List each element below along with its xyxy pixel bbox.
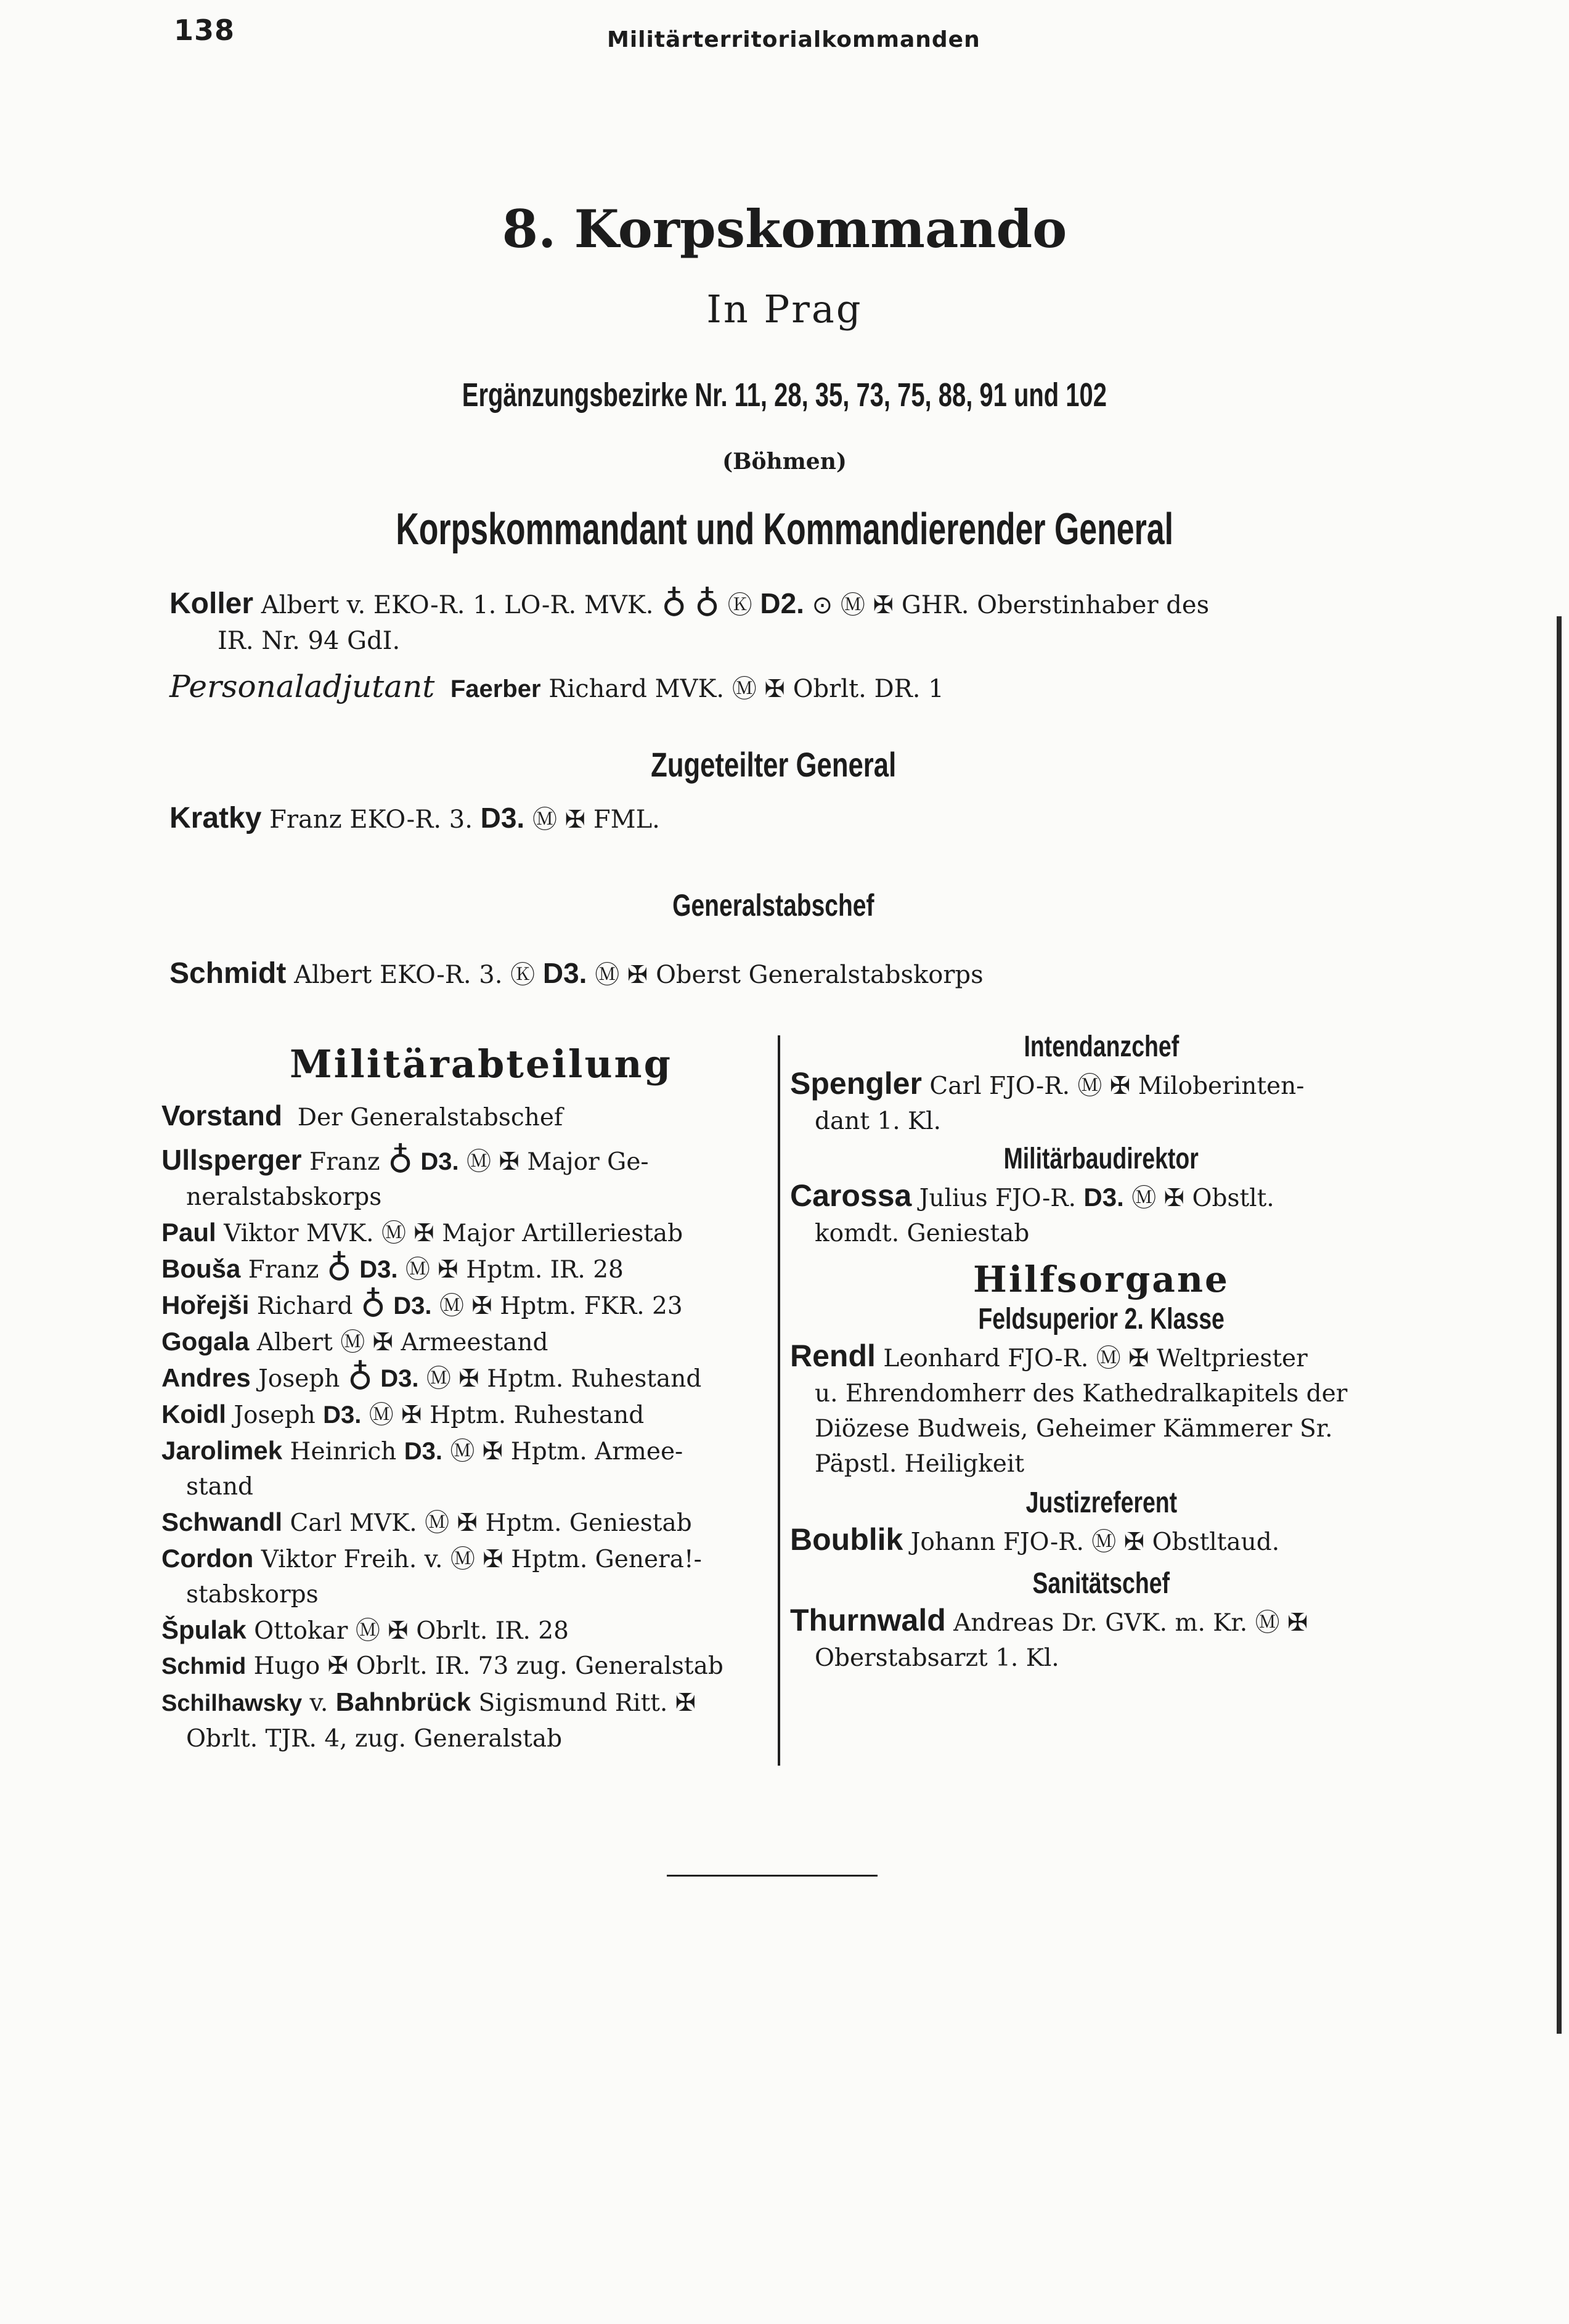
staff-entry bbox=[161, 1143, 772, 1180]
staff-continuation bbox=[161, 1180, 772, 1215]
cross-icon: ✠ bbox=[471, 1292, 492, 1320]
staff-text-c: Obrlt. TJR. 4, zug. Generalstab bbox=[186, 1725, 563, 1753]
staff-continuation bbox=[161, 1577, 772, 1612]
closing-rule bbox=[667, 1875, 878, 1877]
chief-of-staff-name: Schmidt bbox=[169, 957, 287, 990]
medal-icon: Ⓜ bbox=[426, 1364, 451, 1393]
assigned-general-text-a: Franz EKO-R. 3. bbox=[269, 805, 473, 834]
medal-icon: Ⓜ bbox=[355, 1617, 380, 1645]
vorstand-text: Der Generalstabschef bbox=[297, 1104, 563, 1131]
staff-text-b: Hptm. Ruhestand bbox=[430, 1401, 645, 1429]
cross-icon: ✠ bbox=[483, 1545, 503, 1573]
page-number: 138 bbox=[174, 14, 235, 47]
staff-entry bbox=[161, 1612, 772, 1649]
medal-icon: Ⓜ bbox=[1091, 1528, 1117, 1556]
staff-entry bbox=[161, 1649, 772, 1684]
baudirektor-text-a: Julius FJO-R. bbox=[919, 1184, 1077, 1212]
staff-name: Schwandl bbox=[161, 1507, 283, 1536]
scan-edge bbox=[1557, 616, 1562, 2034]
adjutant-label: Personaladjutant bbox=[169, 669, 435, 704]
cross-icon: ✠ bbox=[764, 675, 786, 703]
chief-of-staff-text-a: Albert EKO-R. 3. bbox=[294, 961, 503, 989]
staff-decor: D3. bbox=[323, 1401, 362, 1429]
staff-text-a: Joseph bbox=[258, 1365, 340, 1393]
medal-icon: Ⓜ bbox=[450, 1437, 475, 1466]
cross-icon: ✠ bbox=[457, 1509, 478, 1537]
cross-icon: ✠ bbox=[564, 805, 586, 834]
cross-icon: ✠ bbox=[1123, 1528, 1145, 1556]
staff-entry bbox=[161, 1396, 772, 1433]
decoration-icon: ♁ bbox=[360, 1285, 386, 1325]
commander-name: Koller bbox=[169, 587, 254, 620]
decoration-icon: ♁ bbox=[347, 1358, 373, 1398]
cross-icon: ✠ bbox=[438, 1255, 458, 1284]
sanitaet-text-a: Andreas Dr. GVK. m. Kr. bbox=[953, 1609, 1248, 1637]
cross-icon: ✠ bbox=[388, 1617, 409, 1645]
sanitaet-text-c: Oberstabsarzt 1. Kl. bbox=[815, 1644, 1059, 1672]
staff-text-b: Obrlt. IR. 73 zug. Generalstab bbox=[356, 1652, 723, 1680]
sanitaet-heading: Sanitätschef bbox=[1032, 1567, 1170, 1600]
staff-text-b: Hptm. Ruhestand bbox=[487, 1365, 702, 1393]
staff-entry bbox=[161, 1215, 772, 1251]
staff-name: Schmid bbox=[161, 1653, 247, 1679]
adjutant-name: Faerber bbox=[450, 675, 541, 703]
region: (Böhmen) bbox=[722, 449, 847, 475]
adjutant-text-a: Richard MVK. bbox=[548, 675, 725, 703]
chief-of-staff-decor: D3. bbox=[542, 957, 587, 989]
chief-of-staff-heading: Generalstabschef bbox=[672, 888, 874, 923]
staff-name: Ullsperger bbox=[161, 1144, 302, 1176]
commander-text-a: Albert v. EKO-R. 1. LO-R. MVK. bbox=[261, 591, 654, 619]
assigned-general-name: Kratky bbox=[169, 802, 262, 834]
medal-icon: Ⓜ bbox=[405, 1255, 430, 1284]
medal-icon: Ⓜ bbox=[1255, 1608, 1280, 1637]
chief-of-staff-entry bbox=[169, 955, 984, 993]
cross-icon: ✠ bbox=[627, 961, 648, 989]
intendanz-text-a: Carl FJO-R. bbox=[929, 1072, 1070, 1100]
baudirektor-decor: D3. bbox=[1083, 1183, 1124, 1212]
feldsuperior-text-c: u. Ehrendomherr des Kathedralkapitels der bbox=[815, 1380, 1348, 1408]
feldsuperior-text-b: Weltpriester bbox=[1157, 1345, 1308, 1372]
staff-text-b: Major Artilleriestab bbox=[442, 1220, 683, 1247]
medal-icon: Ⓜ bbox=[340, 1328, 365, 1356]
staff-entry bbox=[161, 1504, 772, 1541]
decoration-icon: ♁ bbox=[694, 584, 720, 624]
decoration-icon: ♁ bbox=[387, 1141, 413, 1181]
staff-entry bbox=[161, 1324, 772, 1360]
cross-icon: ✠ bbox=[327, 1652, 349, 1680]
staff-text-a: Franz bbox=[309, 1148, 380, 1176]
adjutant-text-b: Obrlt. DR. 1 bbox=[793, 675, 944, 703]
commander-decor: D2. bbox=[760, 587, 804, 619]
staff-name: Špulak bbox=[161, 1615, 247, 1644]
staff-text-a: v. bbox=[309, 1689, 328, 1717]
staff-text-b: Obrlt. IR. 28 bbox=[416, 1617, 569, 1645]
justiz-name: Boublik bbox=[790, 1522, 903, 1557]
feldsuperior-text-d: Diözese Budweis, Geheimer Kämmerer Sr. bbox=[815, 1415, 1333, 1443]
justiz-text-a: Johann FJO-R. bbox=[910, 1528, 1084, 1556]
commander-entry bbox=[169, 585, 1420, 659]
staff-entry bbox=[161, 1541, 772, 1577]
staff-decor: D3. bbox=[380, 1365, 419, 1392]
staff-text-b: Armeestand bbox=[401, 1329, 548, 1356]
medal-icon: Ⓜ bbox=[369, 1401, 394, 1429]
cross-icon: ✠ bbox=[372, 1328, 394, 1356]
medal-icon: Ⓜ bbox=[467, 1148, 492, 1176]
cross-icon: ✠ bbox=[499, 1148, 520, 1176]
staff-continuation bbox=[161, 1721, 772, 1756]
feldsuperior-text-a: Leonhard FJO-R. bbox=[883, 1345, 1089, 1372]
location: In Prag bbox=[706, 287, 863, 332]
medal-icon: Ⓜ bbox=[1096, 1344, 1121, 1372]
staff-text-a: Joseph bbox=[234, 1401, 316, 1429]
staff-name: Koidl bbox=[161, 1400, 226, 1429]
staff-decor: D3. bbox=[420, 1148, 459, 1175]
staff-decor: D3. bbox=[393, 1292, 432, 1319]
staff-entry bbox=[161, 1287, 772, 1324]
staff-text-b: Major Ge- bbox=[527, 1148, 649, 1176]
hilfsorgane-heading: Hilfsorgane bbox=[973, 1258, 1229, 1300]
staff-text-a3: Sigismund Ritt. bbox=[478, 1689, 668, 1717]
adjutant-entry bbox=[169, 669, 944, 707]
medal-icon: Ⓜ bbox=[450, 1545, 475, 1573]
commander-text-c: GHR. Oberstinhaber des bbox=[901, 591, 1210, 619]
staff-name: Hořejši bbox=[161, 1290, 250, 1319]
cross-icon: ✠ bbox=[1287, 1608, 1308, 1637]
running-title: Militärterritorialkommanden bbox=[607, 27, 980, 52]
cross-icon: ✠ bbox=[414, 1219, 434, 1247]
medal-icon: Ⓜ bbox=[381, 1219, 406, 1247]
cross-icon: ✠ bbox=[873, 591, 894, 619]
staff-text-b: Hptm. Geniestab bbox=[485, 1509, 692, 1537]
staff-decor: D3. bbox=[359, 1256, 398, 1283]
medal-icon: Ⓜ bbox=[532, 805, 557, 834]
staff-continuation bbox=[161, 1469, 772, 1504]
staff-text-c: stabskorps bbox=[186, 1581, 319, 1608]
staff-entry bbox=[161, 1360, 772, 1396]
staff-text-c: neralstabskorps bbox=[186, 1183, 382, 1211]
staff-text-b: Hptm. IR. 28 bbox=[466, 1256, 624, 1284]
staff-text-a: Viktor MVK. bbox=[224, 1220, 374, 1247]
staff-name: Gogala bbox=[161, 1327, 250, 1356]
medal-icon: Ⓜ bbox=[595, 961, 620, 989]
feldsuperior-heading: Feldsuperior 2. Klasse bbox=[978, 1303, 1225, 1335]
right-column bbox=[790, 1029, 1412, 1676]
vorstand-name: Vorstand bbox=[161, 1099, 282, 1131]
medal-icon: Ⓜ bbox=[732, 675, 757, 703]
staff-text-a: Carl MVK. bbox=[290, 1509, 417, 1537]
cross-icon: ✠ bbox=[1164, 1184, 1185, 1212]
o-icon: ⊙ bbox=[812, 591, 833, 619]
sanitaet-name: Thurnwald bbox=[790, 1603, 946, 1637]
staff-decor: D3. bbox=[404, 1438, 442, 1465]
justiz-heading: Justizreferent bbox=[1025, 1486, 1177, 1519]
staff-name: Schilhawsky bbox=[161, 1690, 303, 1716]
cross-icon: ✠ bbox=[482, 1437, 503, 1466]
medal-icon: Ⓜ bbox=[840, 591, 865, 619]
staff-text-c: stand bbox=[186, 1473, 254, 1501]
intendanz-name: Spengler bbox=[790, 1066, 922, 1101]
cross-icon: ✠ bbox=[1109, 1072, 1131, 1100]
staff-name: Cordon bbox=[161, 1544, 254, 1573]
staff-entry bbox=[161, 1251, 772, 1287]
commander-text-d: IR. Nr. 94 GdI. bbox=[218, 627, 401, 655]
cross-icon: ✠ bbox=[401, 1401, 422, 1429]
medal-icon: Ⓜ bbox=[439, 1292, 464, 1320]
assigned-general-decor: D3. bbox=[480, 802, 525, 834]
recruitment-districts: Ergänzungsbezirke Nr. 11, 28, 35, 73, 75, 88, 91 und 102 bbox=[462, 377, 1107, 414]
baudirektor-text-c: komdt. Geniestab bbox=[815, 1220, 1030, 1247]
staff-entry bbox=[161, 1684, 772, 1721]
medal-icon: Ⓜ bbox=[425, 1509, 450, 1537]
assigned-general-heading: Zugeteilter General bbox=[651, 745, 897, 784]
k-icon: Ⓚ bbox=[727, 591, 752, 619]
staff-text-a: Ottokar bbox=[254, 1617, 348, 1645]
intendanz-heading: Intendanzchef bbox=[1024, 1030, 1179, 1063]
medal-icon: Ⓜ bbox=[1131, 1184, 1157, 1212]
baudirektor-name: Carossa bbox=[790, 1178, 912, 1213]
staff-text-a: Albert bbox=[256, 1329, 333, 1356]
justiz-text-b: Obstltaud. bbox=[1152, 1528, 1280, 1556]
staff-text-a: Franz bbox=[248, 1256, 319, 1284]
cross-icon: ✠ bbox=[1128, 1344, 1149, 1372]
baudirektor-text-b: Obstlt. bbox=[1192, 1184, 1274, 1212]
feldsuperior-name: Rendl bbox=[790, 1339, 876, 1373]
chief-of-staff-text-b: Oberst Generalstabskorps bbox=[656, 961, 984, 989]
assigned-general-text-b: FML. bbox=[593, 805, 660, 834]
column-divider bbox=[778, 1035, 780, 1766]
staff-name: Andres bbox=[161, 1363, 251, 1392]
cross-icon: ✠ bbox=[675, 1689, 696, 1717]
page-title: 8. Korpskommando bbox=[502, 198, 1067, 259]
staff-name: Jarolimek bbox=[161, 1436, 283, 1465]
intendanz-text-c: dant 1. Kl. bbox=[815, 1107, 942, 1135]
assigned-general-entry bbox=[169, 800, 660, 838]
staff-text-a: Heinrich bbox=[290, 1438, 397, 1466]
staff-text-b: Hptm. FKR. 23 bbox=[500, 1292, 683, 1320]
intendanz-text-b: Miloberinten- bbox=[1138, 1072, 1305, 1100]
staff-text-b: Hptm. Genera!- bbox=[511, 1546, 702, 1573]
staff-text-a2: Bahnbrück bbox=[335, 1687, 471, 1716]
baudirektor-heading: Militärbaudirektor bbox=[1003, 1143, 1199, 1175]
left-column bbox=[161, 1098, 772, 1756]
staff-name: Paul bbox=[161, 1218, 216, 1247]
cross-icon: ✠ bbox=[458, 1364, 479, 1393]
staff-text-a: Viktor Freih. v. bbox=[261, 1546, 443, 1573]
k-icon: Ⓚ bbox=[510, 961, 536, 989]
commander-section-heading: Korpskommandant und Kommandierender General bbox=[396, 505, 1173, 554]
feldsuperior-text-e: Päpstl. Heiligkeit bbox=[815, 1450, 1024, 1478]
decoration-icon: ♁ bbox=[326, 1249, 352, 1289]
staff-entry bbox=[161, 1433, 772, 1469]
staff-name: Bouša bbox=[161, 1254, 241, 1283]
staff-text-a: Hugo bbox=[253, 1652, 320, 1680]
staff-text-a: Richard bbox=[256, 1292, 353, 1320]
medal-icon: Ⓜ bbox=[1077, 1072, 1102, 1100]
staff-text-b: Hptm. Armee- bbox=[510, 1438, 683, 1466]
military-department-heading: Militärabteilung bbox=[290, 1042, 672, 1087]
decoration-icon: ♁ bbox=[661, 584, 687, 624]
